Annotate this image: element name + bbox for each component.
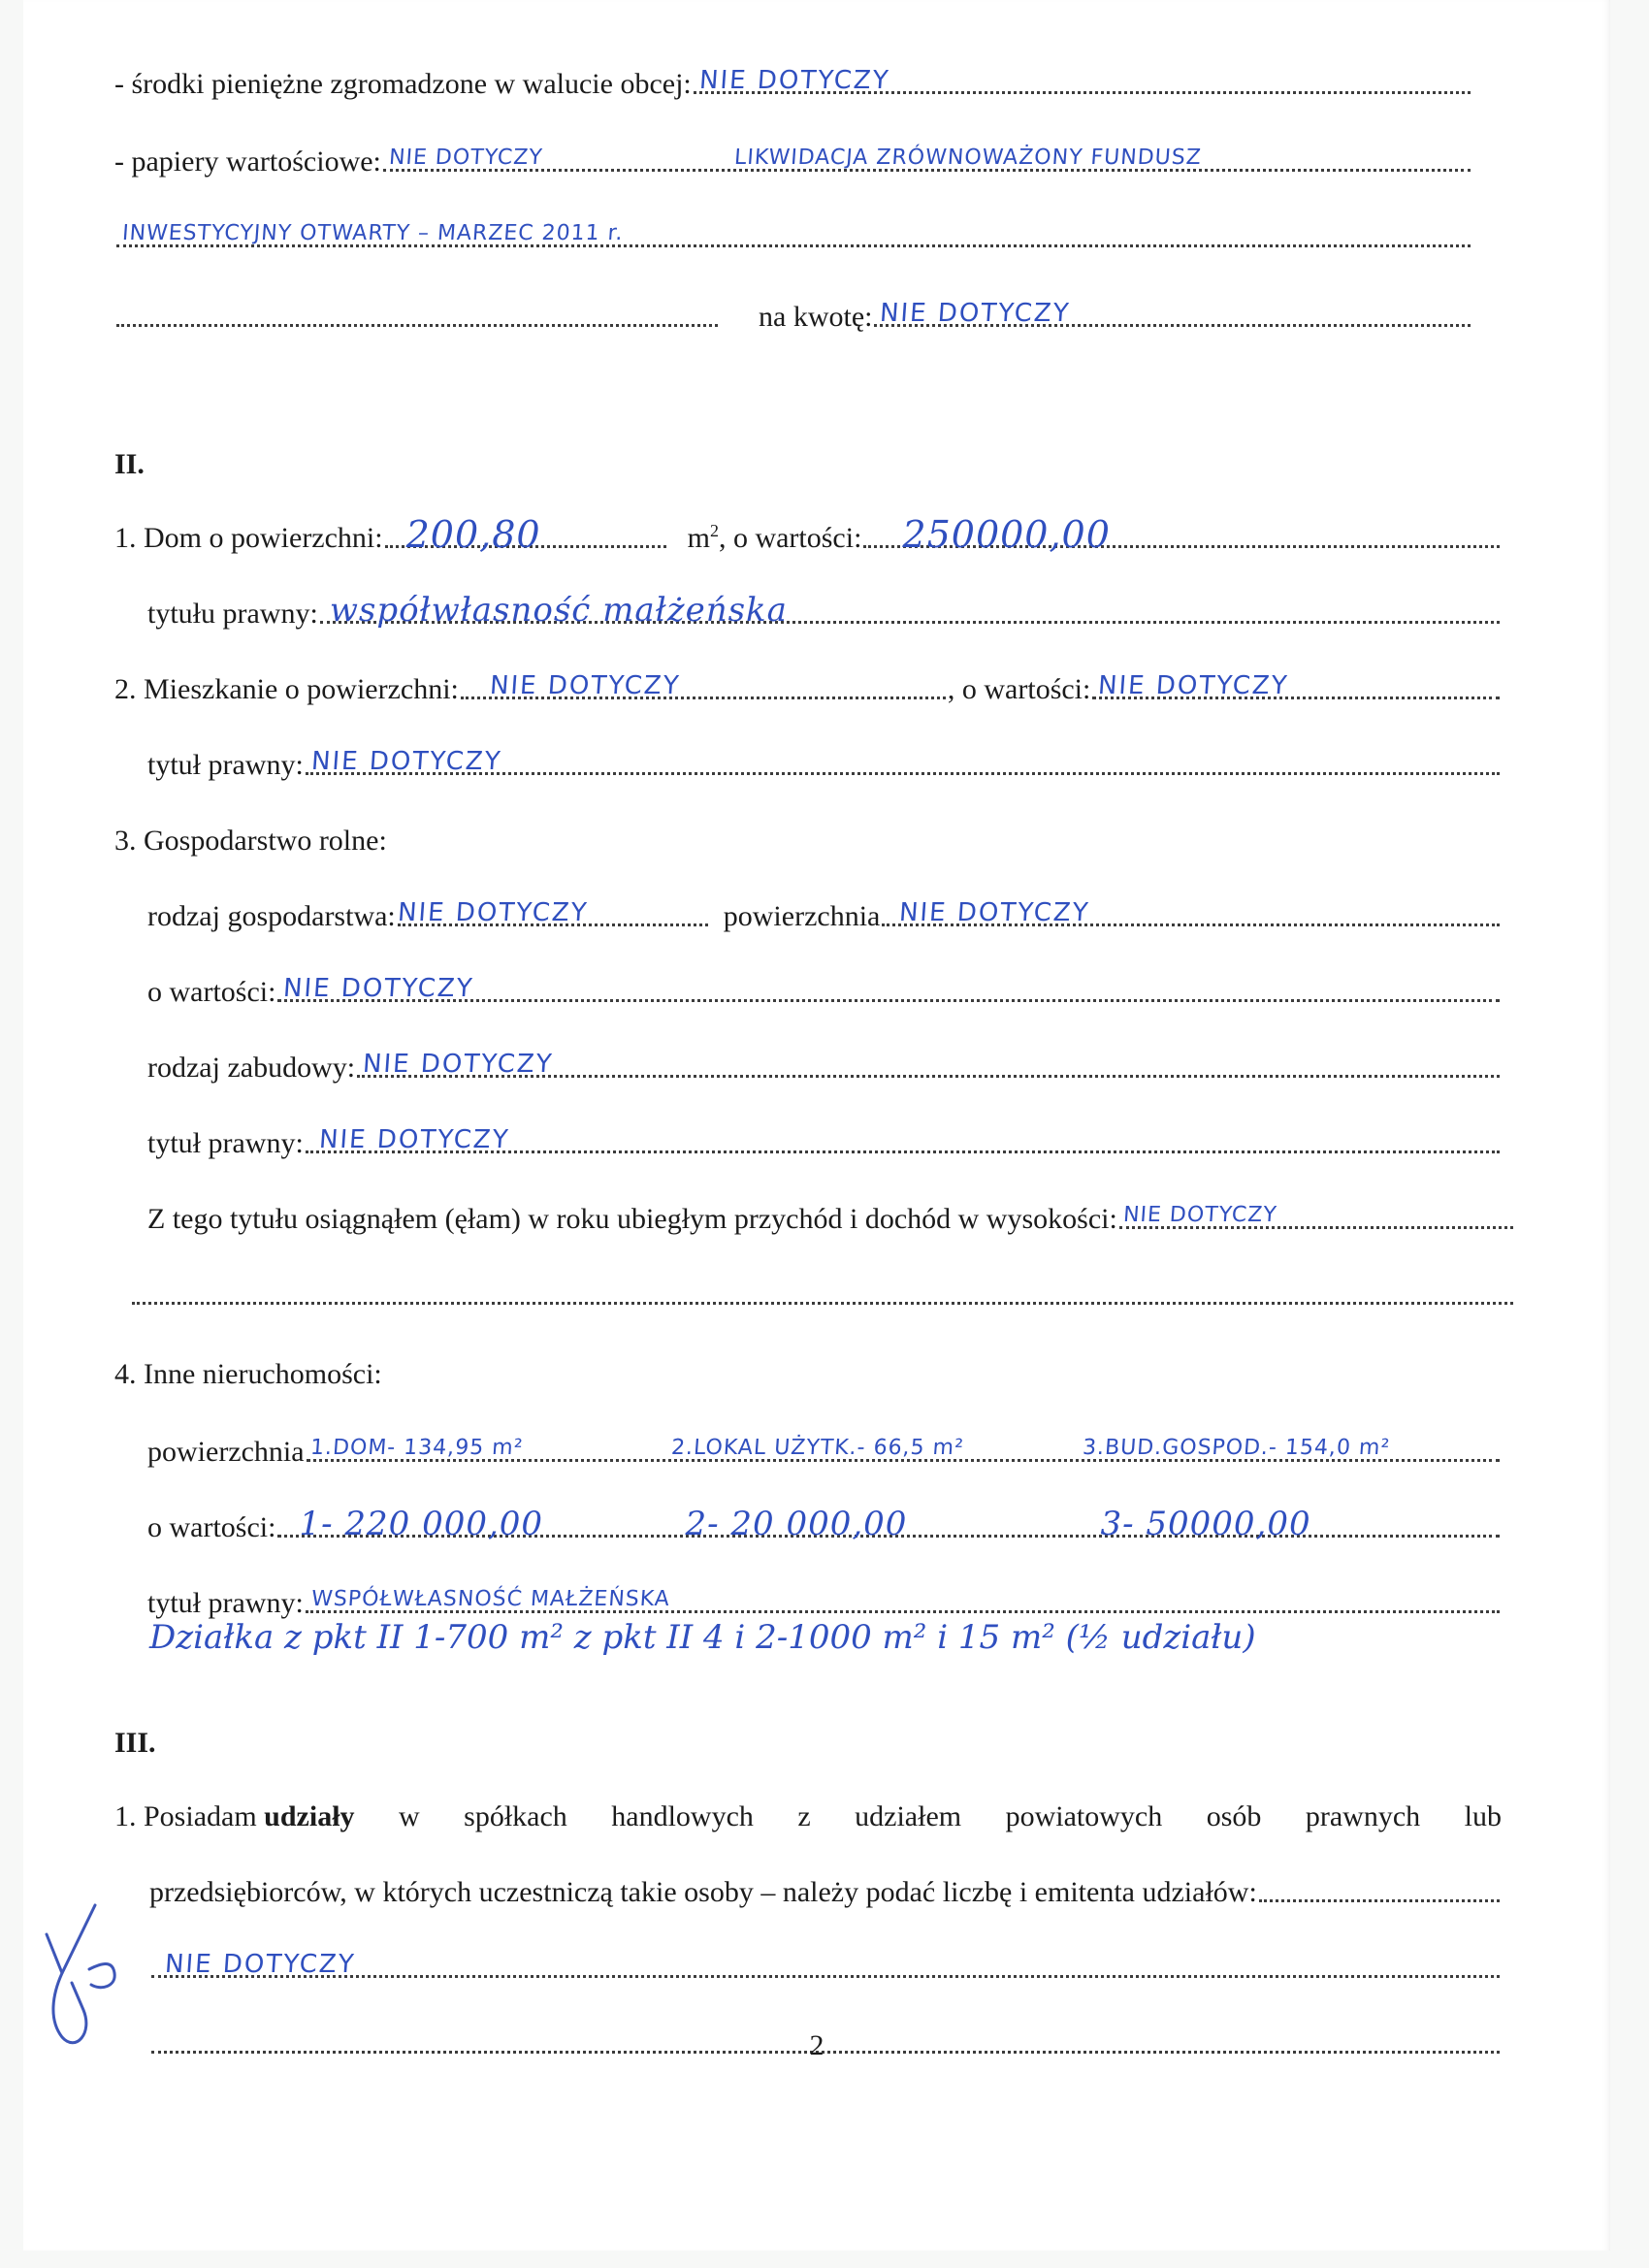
- securities-field-2[interactable]: [116, 221, 1471, 254]
- securities-row-2: [114, 221, 1472, 254]
- farm-type-row: [147, 900, 1502, 933]
- shares-word: powiatowych: [1005, 1800, 1163, 1832]
- other-area-2: 2.LOKAL UŻYTK.- 66,5 m²: [669, 1436, 965, 1460]
- farm-income-row-2: [130, 1279, 1515, 1312]
- shares-word: udziałem: [855, 1800, 962, 1832]
- shares-value: NIE DOTYCZY: [163, 1950, 357, 1979]
- apartment-area-field[interactable]: [461, 673, 946, 706]
- other-area-field[interactable]: [307, 1436, 1500, 1469]
- shares-word: prawnych: [1305, 1800, 1421, 1832]
- farm-title-field[interactable]: [306, 1127, 1500, 1160]
- other-area-label: powierzchnia: [147, 1436, 305, 1468]
- other-value-label: o wartości:: [147, 1511, 276, 1543]
- amount-label: na kwotę:: [759, 301, 873, 333]
- securities-label: - papiery wartościowe:: [114, 146, 381, 178]
- apartment-label: 2. Mieszkanie o powierzchni:: [114, 673, 459, 705]
- foreign-currency-label: - środki pieniężne zgromadzone w walucie obcej:: [114, 68, 692, 100]
- other-label: 4. Inne nieruchomości:: [114, 1358, 382, 1390]
- farm-type-field[interactable]: [398, 900, 708, 933]
- farm-title-row: [147, 1127, 1502, 1160]
- house-value-field[interactable]: [863, 513, 1500, 556]
- apartment-value-field[interactable]: [1092, 673, 1500, 706]
- shares-field[interactable]: [1259, 1876, 1500, 1909]
- section-iii-heading: III.: [114, 1727, 156, 1759]
- farm-area-value: NIE DOTYCZY: [898, 898, 1091, 927]
- house-area-value: 200,80: [405, 513, 541, 556]
- farm-area-label: powierzchnia: [723, 900, 881, 932]
- farm-income-field-2[interactable]: [132, 1279, 1513, 1312]
- farm-income-row: [147, 1203, 1515, 1236]
- other-value-1: 1- 220 000,00: [299, 1505, 544, 1543]
- farm-income-label: Z tego tytułu osiągnąłem (ęłam) w roku ubiegłym przychód i dochód w wysokości:: [147, 1203, 1117, 1235]
- section-ii-heading: II.: [114, 448, 145, 480]
- apartment-area-value: NIE DOTYCZY: [488, 671, 682, 700]
- other-value-3: 3- 50000,00: [1100, 1505, 1311, 1543]
- securities-blank-field[interactable]: [116, 301, 718, 334]
- farm-area-field[interactable]: [882, 900, 1500, 933]
- apartment-row: [114, 673, 1502, 706]
- apartment-value-label: , o wartości:: [947, 673, 1091, 705]
- shares-word: osób: [1206, 1800, 1262, 1832]
- apartment-title-row: [147, 749, 1502, 782]
- shares-word: w: [399, 1800, 420, 1832]
- farm-title-value: NIE DOTYCZY: [317, 1125, 511, 1154]
- shares-row: [114, 1800, 1502, 1833]
- other-value-field[interactable]: [277, 1505, 1500, 1544]
- farm-buildings-value: NIE DOTYCZY: [362, 1050, 555, 1079]
- other-heading-row: [114, 1358, 1502, 1391]
- farm-value-row: [147, 976, 1502, 1009]
- shares-word: lub: [1464, 1800, 1502, 1832]
- form-page: [23, 0, 1610, 2251]
- farm-income-field[interactable]: [1119, 1203, 1513, 1236]
- apartment-title-value: NIE DOTYCZY: [309, 747, 503, 776]
- farm-heading-row: [114, 825, 1502, 858]
- shares-value-row: [149, 1952, 1502, 1985]
- shares-word: z: [797, 1800, 811, 1832]
- house-title-field[interactable]: [320, 591, 1500, 631]
- amount-field[interactable]: [874, 301, 1471, 334]
- securities-value-3: INWESTYCYJNY OTWARTY – MARZEC 2011 r.: [121, 221, 625, 245]
- other-area-row: [147, 1436, 1502, 1469]
- apartment-value: NIE DOTYCZY: [1097, 671, 1290, 700]
- farm-type-label: rodzaj gospodarstwa:: [147, 900, 396, 932]
- shares-value-field[interactable]: [151, 1952, 1500, 1985]
- securities-amount-row: [114, 301, 1472, 334]
- foreign-currency-row: [114, 68, 1472, 101]
- other-title-row: [147, 1587, 1502, 1620]
- other-value-2: 2- 20 000,00: [685, 1505, 908, 1543]
- shares-bold: udziały: [264, 1800, 355, 1832]
- securities-value-1: NIE DOTYCZY: [388, 146, 544, 170]
- house-value-label: , o wartości:: [718, 522, 862, 554]
- house-label: 1. Dom o powierzchni:: [114, 522, 383, 554]
- other-area-3: 3.BUD.GOSPOD.- 154,0 m²: [1081, 1436, 1391, 1460]
- farm-value-label: o wartości:: [147, 976, 276, 1008]
- shares-line2: przedsiębiorców, w których uczestniczą takie osoby – należy podać liczbę i emitenta udziałów:: [149, 1876, 1257, 1908]
- foreign-currency-field[interactable]: [694, 68, 1471, 101]
- shares-row-2: [149, 1876, 1502, 1909]
- shares-prefix: 1. Posiadam udziały: [114, 1800, 355, 1832]
- farm-income-value: NIE DOTYCZY: [1121, 1203, 1278, 1227]
- other-title-label: tytuł prawny:: [147, 1587, 304, 1619]
- house-title-row: [147, 591, 1502, 631]
- house-row: [114, 513, 1502, 556]
- house-title-label: tytułu prawny:: [147, 598, 318, 630]
- farm-type-value: NIE DOTYCZY: [396, 898, 590, 927]
- page-number: 2: [809, 2029, 824, 2061]
- apartment-title-field[interactable]: [306, 749, 1500, 782]
- other-title-field[interactable]: [306, 1587, 1500, 1620]
- other-value-row: [147, 1505, 1502, 1544]
- shares-word: spółkach: [464, 1800, 567, 1832]
- amount-value: NIE DOTYCZY: [879, 299, 1073, 328]
- farm-buildings-field[interactable]: [357, 1052, 1500, 1085]
- other-area-1: 1.DOM- 134,95 m²: [308, 1436, 524, 1460]
- farm-buildings-label: rodzaj zabudowy:: [147, 1052, 356, 1084]
- foreign-currency-value: NIE DOTYCZY: [697, 66, 891, 95]
- other-note: Działka z pkt II 1-700 m² z pkt II 4 i 2-1000 m² i 15 m² (½ udziału): [149, 1618, 1256, 1657]
- securities-field[interactable]: [383, 146, 1471, 178]
- farm-buildings-row: [147, 1052, 1502, 1085]
- house-value: 250000,00: [902, 513, 1111, 556]
- house-area-field[interactable]: [385, 513, 666, 556]
- farm-value: NIE DOTYCZY: [282, 974, 476, 1003]
- other-title-value: WSPÓŁWŁASNOŚĆ MAŁŻEŃSKA: [309, 1587, 671, 1611]
- farm-title-label: tytuł prawny:: [147, 1127, 304, 1159]
- apartment-title-label: tytuł prawny:: [147, 749, 304, 781]
- house-unit: $m^2$: [687, 521, 719, 554]
- securities-row: [114, 146, 1472, 178]
- farm-value-field[interactable]: [277, 976, 1500, 1009]
- securities-value-2: LIKWIDACJA ZRÓWNOWAŻONY FUNDUSZ: [733, 146, 1203, 170]
- house-title-value: współwłasność małżeńska: [329, 591, 788, 630]
- shares-word: handlowych: [611, 1800, 754, 1832]
- farm-label: 3. Gospodarstwo rolne:: [114, 825, 387, 857]
